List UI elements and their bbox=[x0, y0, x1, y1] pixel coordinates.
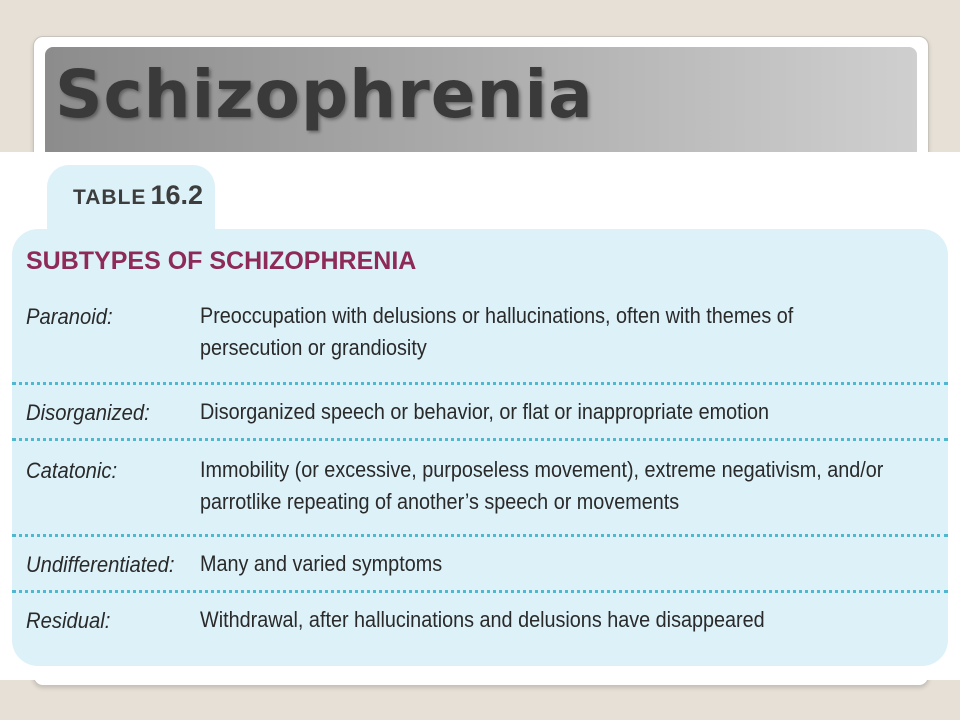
row-description: Preoccupation with delusions or hallucinations, often with themes of persecution or grandiosity bbox=[200, 303, 794, 360]
table-heading: SUBTYPES OF SCHIZOPHRENIA bbox=[26, 247, 417, 275]
row-divider bbox=[12, 438, 948, 441]
table-label bbox=[73, 180, 203, 211]
row-term: Paranoid: bbox=[26, 304, 113, 329]
row-term: Residual: bbox=[26, 608, 111, 633]
row-term: Disorganized: bbox=[26, 400, 150, 425]
row-term: Undifferentiated: bbox=[26, 552, 175, 577]
row-description: Withdrawal, after hallucinations and delusions have disappeared bbox=[200, 607, 765, 632]
row-description: Many and varied symptoms bbox=[200, 551, 443, 576]
row-divider bbox=[12, 590, 948, 593]
table-label-word: TABLE bbox=[73, 186, 147, 209]
slide-title: Schizophrenia bbox=[55, 56, 594, 133]
table-body bbox=[12, 229, 948, 666]
row-description: Immobility (or excessive, purposeless movement), extreme negativism, and/or parrotlike repeating of another’s speech or movements bbox=[200, 457, 884, 514]
table-figure bbox=[0, 152, 960, 680]
row-divider bbox=[12, 382, 948, 385]
row-divider bbox=[12, 534, 948, 537]
row-term: Catatonic: bbox=[26, 458, 118, 483]
row-description: Disorganized speech or behavior, or flat or inappropriate emotion bbox=[200, 399, 770, 424]
table-label-number: 16.2 bbox=[150, 180, 203, 210]
